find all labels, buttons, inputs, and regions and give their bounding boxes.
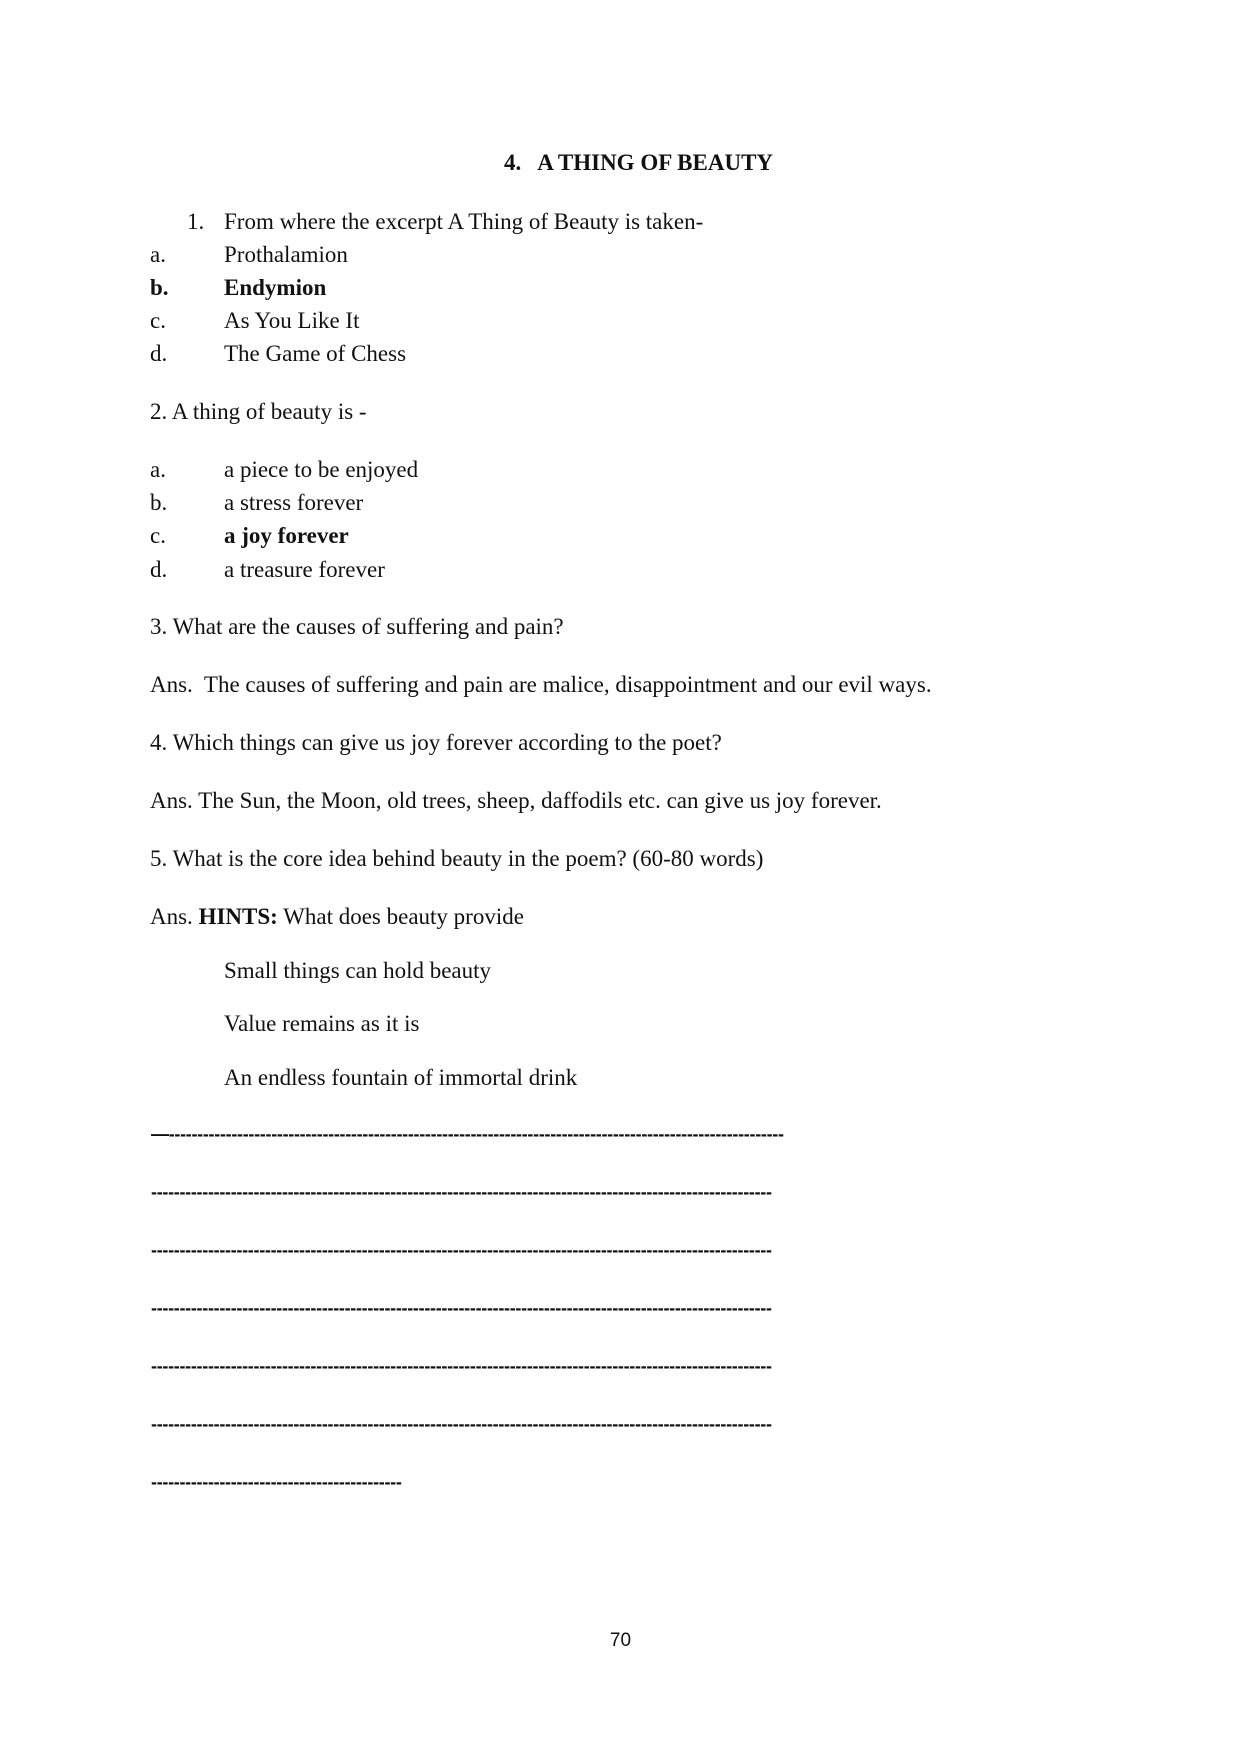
q2-question: 2. A thing of beauty is -	[150, 399, 367, 424]
q1-option-d-text: The Game of Chess	[224, 341, 407, 366]
q2-option-a-letter: a.	[150, 457, 166, 482]
q1-option-b-letter: b.	[150, 275, 169, 300]
section-number: 4.	[503, 150, 522, 175]
section-title-text: A THING OF BEAUTY	[537, 150, 774, 175]
answer-line: -------------------------------------------------------------------------------------------------------------	[151, 1298, 772, 1318]
q2-option-c-text: a joy forever	[224, 523, 349, 548]
answer-line: -------------------------------------------------------------------------------------------------------------	[151, 1356, 772, 1376]
q1-option-c-letter: c.	[150, 308, 166, 333]
q4-question: 4. Which things can give us joy forever according to the poet?	[150, 730, 722, 755]
q5-question: 5. What is the core idea behind beauty in the poem? (60-80 words)	[150, 846, 764, 871]
q5-hint-3: Value remains as it is	[224, 1011, 420, 1036]
q1-number: 1.	[187, 209, 205, 234]
q1-option-a-letter: a.	[150, 242, 166, 267]
q2-option-b-text: a stress forever	[224, 490, 364, 515]
q1-question: From where the excerpt A Thing of Beauty is taken-	[224, 209, 704, 234]
q5-hint-1: What does beauty provide	[283, 904, 524, 929]
q2-option-b-letter: b.	[150, 490, 168, 515]
q2-option-a-text: a piece to be enjoyed	[224, 457, 419, 482]
q3-answer: Ans. The causes of suffering and pain are malice, disappointment and our evil ways.	[150, 672, 932, 697]
q3-question: 3. What are the causes of suffering and pain?	[150, 614, 564, 639]
q5-answer-hints-line	[150, 903, 524, 931]
answer-line: -------------------------------------------------------------------------------------------------------------	[151, 1182, 772, 1202]
q5-hint-2: Small things can hold beauty	[224, 958, 492, 983]
q5-hints-label: HINTS:	[198, 904, 278, 929]
q2-option-d-text: a treasure forever	[224, 557, 385, 582]
q5-hint-4: An endless fountain of immortal drink	[224, 1065, 578, 1090]
section-title	[0, 150, 1241, 176]
q5-ans-prefix: Ans.	[150, 904, 193, 929]
q2-option-c-letter: c.	[150, 523, 166, 548]
q1-option-c-text: As You Like It	[224, 308, 360, 333]
q1-option-b-text: Endymion	[224, 275, 327, 300]
q1-option-a-text: Prothalamion	[224, 242, 348, 267]
q1-option-d-letter: d.	[150, 341, 168, 366]
page-number: 70	[609, 1630, 632, 1651]
answer-line: —------------------------------------------------------------------------------------------------------------	[151, 1124, 784, 1144]
answer-line-short: --------------------------------------------	[151, 1472, 402, 1492]
q4-answer: Ans. The Sun, the Moon, old trees, sheep, daffodils etc. can give us joy forever.	[150, 788, 882, 813]
answer-line: -------------------------------------------------------------------------------------------------------------	[151, 1240, 772, 1260]
q2-option-d-letter: d.	[150, 557, 168, 582]
answer-line: -------------------------------------------------------------------------------------------------------------	[151, 1414, 772, 1434]
